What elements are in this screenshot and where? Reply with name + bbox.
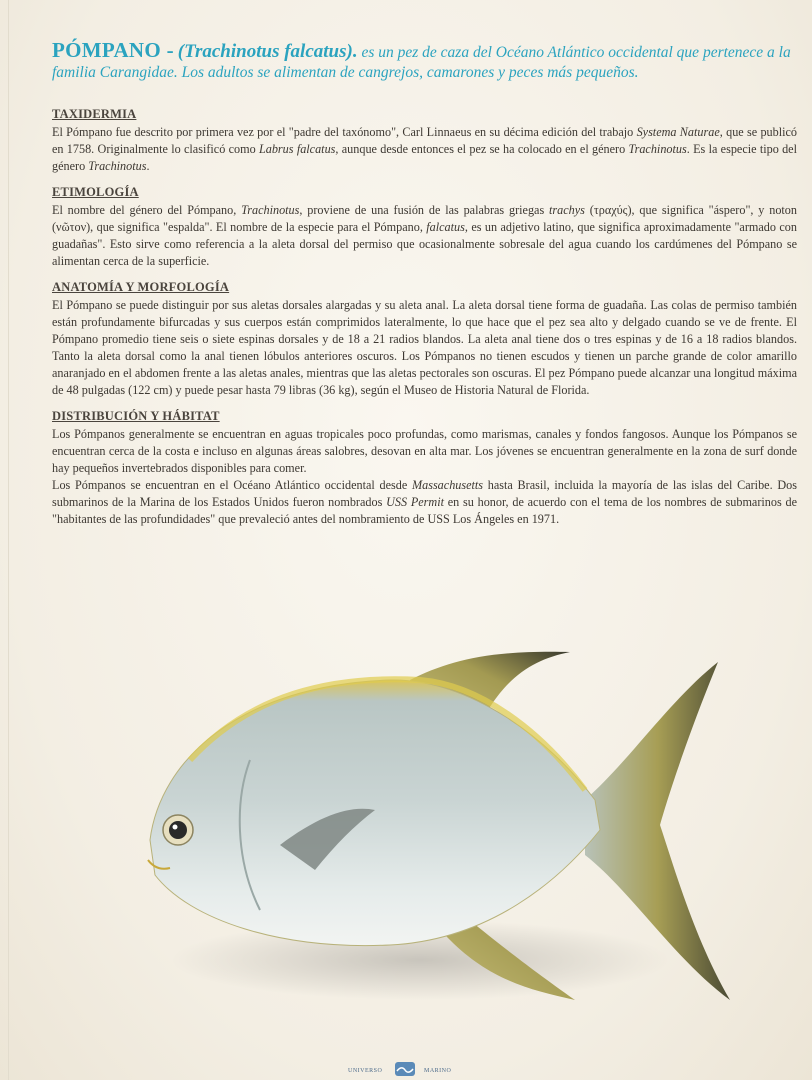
italic-term: falcatus [426,220,465,234]
section-text-anatomia: El Pómpano se puede distinguir por sus aletas dorsales alargadas y su aleta anal. La aleta dorsal tiene forma de guadaña. Las colas de permiso también están profundamente bifurcadas y sus cuerpos están comprimidos lateralmente, lo que hace que el pez sea alto y delgado cuando se ve de frente. El Pómpano promedio tiene seis o siete espinas dorsales y de 18 a 21 radios blandos. La aleta anal tiene dos o tres espinas y de 16 a 18 radios blandos. Tanto la aleta dorsal como la anal tienen lóbulos anteriores oscuros. Los Pómpanos no tienen escudos y tienen un parche grande de color amarillo anaranjado en el abdomen frente a las aletas anales, mientras que las aletas pectorales son oscuras. El pez Pómpano puede alcanzar una longitud máxima de 48 pulgadas (122 cm) y puede pesar hasta 79 libras (36 kg), según el Museo de Historia Natural de Florida. [52,298,797,397]
section-heading-anatomia: ANATOMÍA Y MORFOLOGÍA [52,280,230,294]
text-run: , proviene de una fusión de las palabras griegas [299,203,550,217]
section-text-taxidermia [52,124,797,175]
pompano-fish-illustration [130,640,750,1020]
text-run: Los Pómpanos se encuentran en el Océano Atlántico occidental desde [52,478,412,492]
section-heading-distribucion: DISTRIBUCIÓN Y HÁBITAT [52,409,220,423]
section-text-distribucion-1: Los Pómpanos generalmente se encuentran en aguas tropicales poco profundas, como marismas, canales y fondos fangosos. Aunque los Pómpanos se encuentran cerca de la costa e incluso en algunas áreas salobres, desovan en alta mar. Los jóvenes se encuentran generalmente en la zona de surf donde hay pequeños invertebrados disponibles para comer. [52,427,797,475]
italic-term: Systema Naturae [636,125,720,139]
italic-term: trachys [549,203,585,217]
wave-emblem-icon [394,1060,416,1078]
article [52,40,797,528]
section-text-distribucion-2 [52,477,797,528]
text-run: , que se publicó en 1758. Originalmente lo clasificó como [52,125,797,156]
scientific-name: (Trachinotus falcatus). [177,41,358,62]
text-run: . Es la especie tipo del género [52,142,797,173]
text-run: hasta Brasil, incluida la mayoría de las islas del Caribe. Dos submarinos de la Marina de los Estados Unidos fueron nombrados [52,478,797,509]
text-run: El Pómpano fue descrito por primera vez por el "padre del taxónomo", Carl Linnaeus en su décima edición del trabajo [52,125,637,139]
intro-paragraph [52,40,797,83]
text-run: en su honor, de acuerdo con el tema de los nombres de submarinos de "habitantes de las profundidades" que prevaleció antes del nombramiento de USS Los Ángeles en 1971. [52,495,797,526]
italic-term: Trachinotus [88,159,147,173]
species-name: PÓMPANO - [52,38,174,62]
text-run: (τραχύς), que significa "áspero", y noton (νῶτον), que significa "espalda". El nombre de la especie para el Pómpano, [52,203,797,234]
footer-logo [340,1060,470,1080]
text-run: . [146,159,150,173]
section-heading-etimologia: ETIMOLOGÍA [52,185,139,199]
page-edge-line [8,0,9,1080]
italic-term: Trachinotus [241,203,300,217]
italic-term: Massachusetts [411,478,484,492]
section-heading-taxidermia: TAXIDERMIA [52,107,137,121]
italic-term: Labrus falcatus [258,142,336,156]
italic-term: Trachinotus [628,142,687,156]
footer-logo-right-text: MARINO [424,1068,452,1074]
section-text-etimologia [52,202,797,270]
italic-term: USS Permit [386,495,444,509]
text-run: , es un adjetivo latino, que significa aproximadamente "armado con guadañas". Esto sirve como referencia a la aleta dorsal del permiso que ocasionalmente sobresale del agua cuando los cardúmenes del Pómpano se alimentan cerca de la superficie. [52,220,797,268]
intro-text: es un pez de caza del Océano Atlántico occidental que pertenece a la familia Carangidae. Los adultos se alimentan de cangrejos, camarones y peces más pequeños. [52,44,791,81]
text-run: El nombre del género del Pómpano, [52,203,242,217]
text-run: , aunque desde entonces el pez se ha colocado en el género [335,142,629,156]
footer-logo-left-text: UNIVERSO [348,1068,383,1074]
